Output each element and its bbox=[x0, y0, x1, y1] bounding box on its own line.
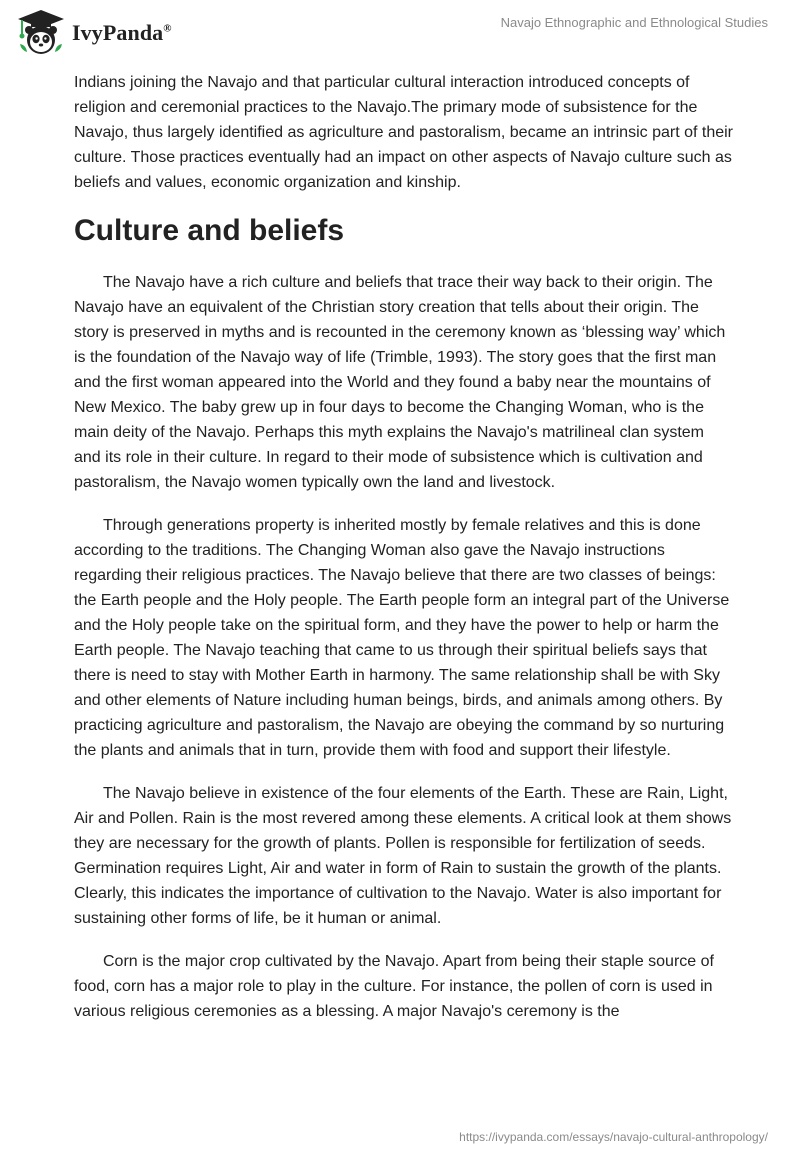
ivypanda-logo[interactable] bbox=[14, 8, 172, 58]
panda-graduate-icon bbox=[14, 8, 68, 58]
document-title: Navajo Ethnographic and Ethnological Studies bbox=[500, 15, 768, 30]
body-paragraph-4: Corn is the major crop cultivated by the Navajo. Apart from being their staple source of food, corn has a major role to play in the culture. For instance, the pollen of corn is used in various religious ceremonies as a blessing. A major Navajo's ceremony is the bbox=[74, 953, 714, 1020]
intro-paragraph: Indians joining the Navajo and that particular cultural interaction introduced concepts of religion and ceremonial practices to the Navajo.The primary mode of subsistence for the Navajo, thus largely identified as agriculture and pastoralism, became an intrinsic part of their culture. Those practices eventually had an impact on other aspects of Navajo culture such as beliefs and values, economic organization and kinship. bbox=[74, 74, 733, 191]
body-paragraph-2: Through generations property is inherited mostly by female relatives and this is done according to the traditions. The Changing Woman also gave the Navajo instructions regarding their religious practices. The Navajo believe that there are two classes of beings: the Earth people and the Holy people. The Earth people form an integral part of the Universe and the Holy people take on the spiritual form, and they have the power to help or harm the Earth people. The Navajo teaching that came to us through their spiritual beliefs says that there is need to stay with Mother Earth in harmony. The same relationship shall be with Sky and other elements of Nature including human beings, birds, and animals among others. By practicing agriculture and pastoralism, the Navajo are obeying the command by so nurturing the plants and animals that in turn, provide them with food and support their lifestyle. bbox=[74, 517, 730, 759]
brand-name: IvyPanda® bbox=[72, 20, 172, 45]
registered-mark: ® bbox=[163, 22, 172, 35]
source-url[interactable]: https://ivypanda.com/essays/navajo-cultural-anthropology/ bbox=[459, 1130, 768, 1144]
body-paragraph-3: The Navajo believe in existence of the four elements of the Earth. These are Rain, Light, Air and Pollen. Rain is the most revered among these elements. A critical look at them shows they are necessary for the growth of plants. Pollen is responsible for fertilization of seeds. Germination requires Light, Air and water in form of Rain to sustain the growth of the plants. Clearly, this indicates the importance of cultivation to the Navajo. Water is also important for sustaining other forms of life, be it human or animal. bbox=[74, 785, 732, 927]
article-body bbox=[74, 70, 734, 1042]
section-heading: Culture and beliefs bbox=[74, 214, 345, 247]
body-paragraph-1: The Navajo have a rich culture and beliefs that trace their way back to their origin. The Navajo have an equivalent of the Christian story creation that tells about their origin. The story is preserved in myths and is recounted in the ceremony known as ‘blessing way’ which is the foundation of the Navajo way of life (Trimble, 1993). The story goes that the first man and the first woman appeared into the World and they found a baby near the mountains of New Mexico. The baby grew up in four days to become the Changing Woman, who is the main deity of the Navajo. Perhaps this myth explains the Navajo's matrilineal clan system and its role in their culture. In regard to their mode of subsistence which is cultivation and pastoralism, the Navajo women typically own the land and livestock. bbox=[74, 274, 726, 491]
page-header bbox=[0, 0, 800, 70]
